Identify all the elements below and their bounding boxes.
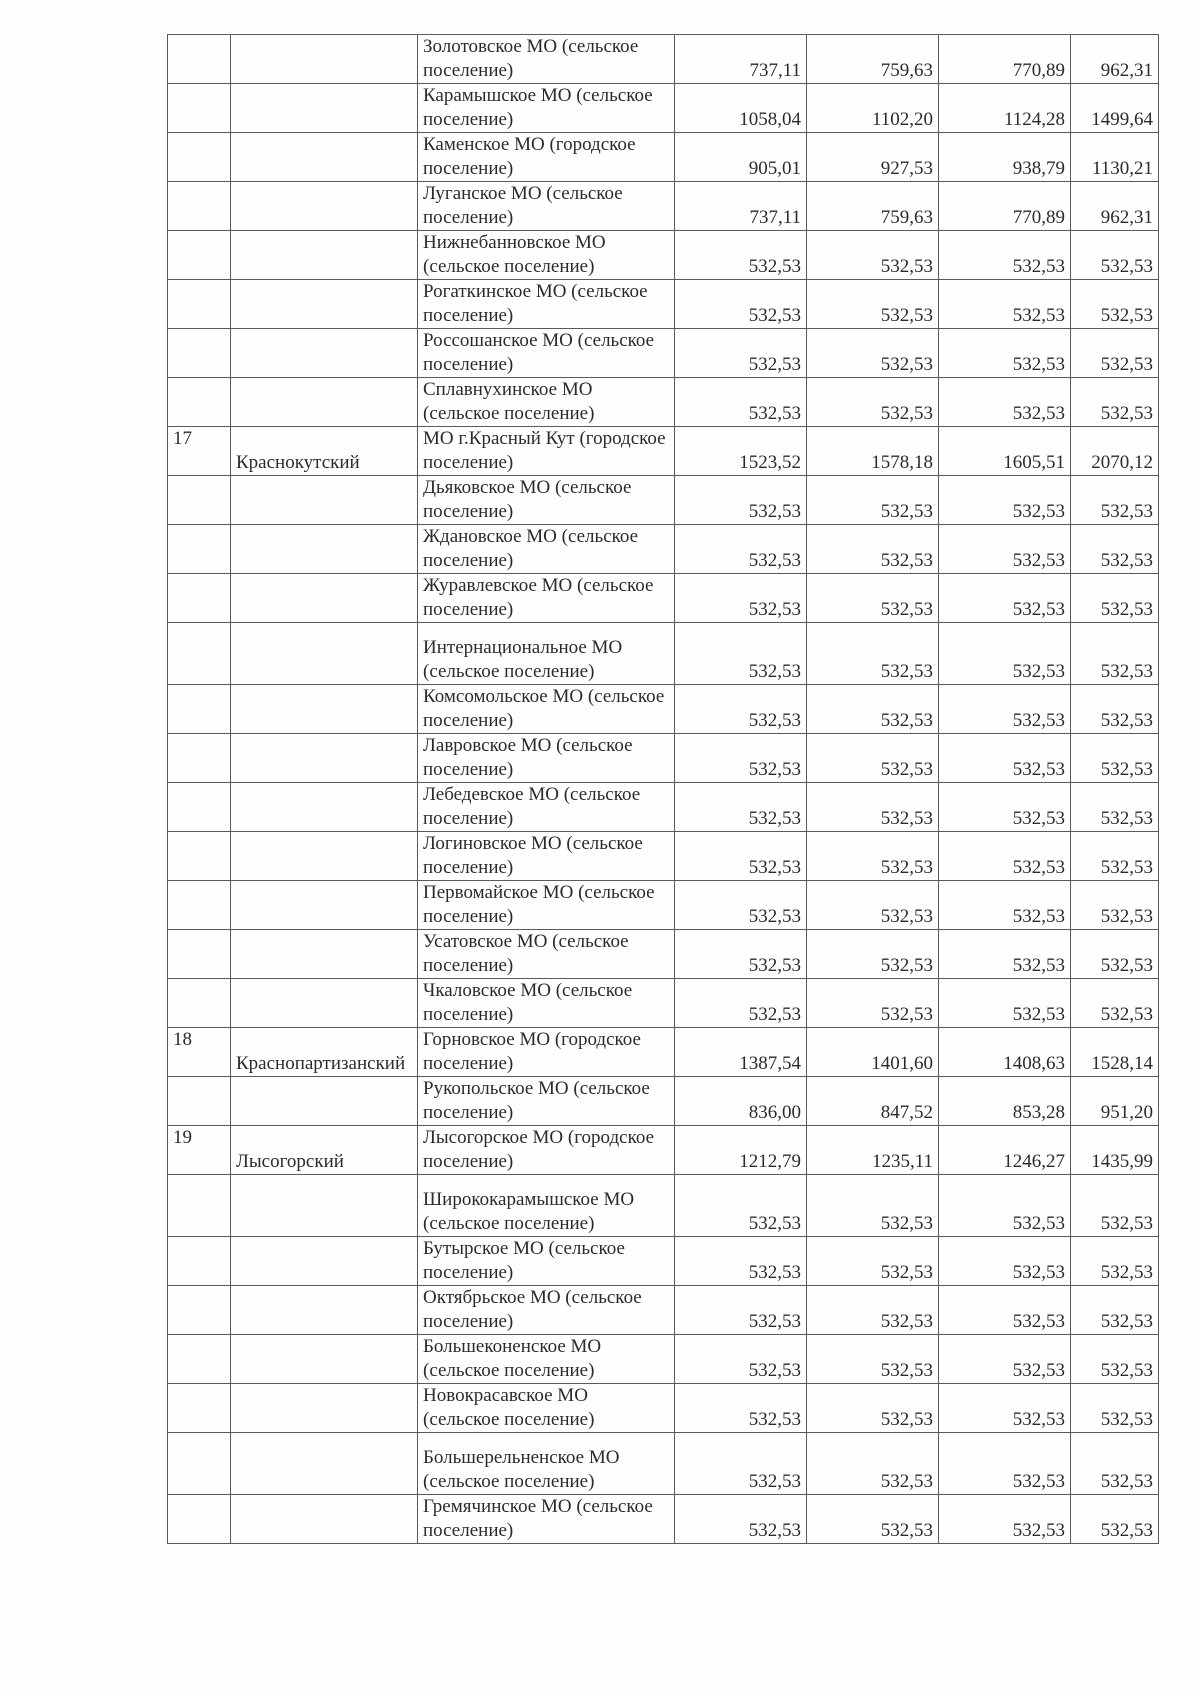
value-4-cell: 532,53 (1071, 783, 1159, 832)
value-3-cell: 532,53 (939, 378, 1071, 427)
municipality-name-cell: Ширококарамышское МО (сельское поселение) (418, 1175, 675, 1237)
municipality-name-cell: Лебедевское МО (сельское поселение) (418, 783, 675, 832)
value-2-cell: 1401,60 (807, 1028, 939, 1077)
value-2-cell: 532,53 (807, 832, 939, 881)
row-number-cell (168, 525, 231, 574)
value-4-cell: 532,53 (1071, 979, 1159, 1028)
municipality-name-cell: МО г.Красный Кут (городское поселение) (418, 427, 675, 476)
municipality-name-cell: Усатовское МО (сельское поселение) (418, 930, 675, 979)
district-cell (231, 1175, 418, 1237)
value-3-cell: 532,53 (939, 1237, 1071, 1286)
table-row (168, 1495, 1159, 1544)
row-number-cell (168, 930, 231, 979)
value-1-cell: 532,53 (675, 832, 807, 881)
value-2-cell: 532,53 (807, 1286, 939, 1335)
row-number-cell (168, 783, 231, 832)
table-row (168, 1126, 1159, 1175)
table-row (168, 930, 1159, 979)
value-3-cell: 532,53 (939, 930, 1071, 979)
value-2-cell: 927,53 (807, 133, 939, 182)
municipality-name-cell: Лысогорское МО (городское поселение) (418, 1126, 675, 1175)
municipality-name-cell: Интернациональное МО (сельское поселение) (418, 623, 675, 685)
value-3-cell: 770,89 (939, 35, 1071, 84)
value-3-cell: 532,53 (939, 832, 1071, 881)
table-row (168, 84, 1159, 133)
value-4-cell: 532,53 (1071, 280, 1159, 329)
value-2-cell: 532,53 (807, 1175, 939, 1237)
value-4-cell: 532,53 (1071, 1495, 1159, 1544)
row-number-cell (168, 1286, 231, 1335)
row-number-cell (168, 1237, 231, 1286)
district-cell (231, 783, 418, 832)
municipality-name-cell: Золотовское МО (сельское поселение) (418, 35, 675, 84)
value-2-cell: 847,52 (807, 1077, 939, 1126)
table-row (168, 832, 1159, 881)
table-row (168, 1286, 1159, 1335)
row-number-cell (168, 1175, 231, 1237)
district-cell (231, 133, 418, 182)
row-number-cell (168, 231, 231, 280)
value-4-cell: 1528,14 (1071, 1028, 1159, 1077)
table-row (168, 1077, 1159, 1126)
value-2-cell: 532,53 (807, 280, 939, 329)
value-3-cell: 532,53 (939, 1433, 1071, 1495)
value-4-cell: 1130,21 (1071, 133, 1159, 182)
value-3-cell: 532,53 (939, 734, 1071, 783)
value-3-cell: 532,53 (939, 525, 1071, 574)
value-2-cell: 532,53 (807, 783, 939, 832)
value-1-cell: 532,53 (675, 1495, 807, 1544)
table-row (168, 280, 1159, 329)
value-1-cell: 532,53 (675, 280, 807, 329)
table-row (168, 685, 1159, 734)
value-2-cell: 532,53 (807, 930, 939, 979)
value-2-cell: 532,53 (807, 1433, 939, 1495)
value-4-cell: 532,53 (1071, 685, 1159, 734)
table-row (168, 623, 1159, 685)
value-1-cell: 1212,79 (675, 1126, 807, 1175)
row-number-cell (168, 280, 231, 329)
value-3-cell: 770,89 (939, 182, 1071, 231)
value-1-cell: 737,11 (675, 182, 807, 231)
value-2-cell: 532,53 (807, 329, 939, 378)
district-cell (231, 1237, 418, 1286)
table-row (168, 734, 1159, 783)
table-row (168, 881, 1159, 930)
value-4-cell: 532,53 (1071, 1384, 1159, 1433)
district-cell (231, 685, 418, 734)
district-cell: Краснопартизанский (231, 1028, 418, 1077)
municipality-name-cell: Луганское МО (сельское поселение) (418, 182, 675, 231)
tariff-table-body (168, 35, 1159, 1544)
value-4-cell: 532,53 (1071, 476, 1159, 525)
municipality-name-cell: Дьяковское МО (сельское поселение) (418, 476, 675, 525)
municipality-name-cell: Большеконенское МО (сельское поселение) (418, 1335, 675, 1384)
value-3-cell: 532,53 (939, 231, 1071, 280)
row-number-cell (168, 1384, 231, 1433)
value-3-cell: 1246,27 (939, 1126, 1071, 1175)
row-number-cell (168, 133, 231, 182)
value-1-cell: 532,53 (675, 574, 807, 623)
value-4-cell: 532,53 (1071, 1175, 1159, 1237)
value-1-cell: 532,53 (675, 1335, 807, 1384)
district-cell (231, 1384, 418, 1433)
district-cell: Краснокутский (231, 427, 418, 476)
value-1-cell: 532,53 (675, 476, 807, 525)
municipality-name-cell: Чкаловское МО (сельское поселение) (418, 979, 675, 1028)
value-4-cell: 951,20 (1071, 1077, 1159, 1126)
value-3-cell: 532,53 (939, 1286, 1071, 1335)
district-cell: Лысогорский (231, 1126, 418, 1175)
district-cell (231, 378, 418, 427)
value-1-cell: 1058,04 (675, 84, 807, 133)
row-number-cell (168, 685, 231, 734)
value-1-cell: 532,53 (675, 783, 807, 832)
value-2-cell: 532,53 (807, 979, 939, 1028)
district-cell (231, 979, 418, 1028)
row-number-cell (168, 1495, 231, 1544)
value-1-cell: 532,53 (675, 525, 807, 574)
table-row (168, 1237, 1159, 1286)
value-1-cell: 905,01 (675, 133, 807, 182)
row-number-cell (168, 1433, 231, 1495)
value-4-cell: 962,31 (1071, 182, 1159, 231)
table-row (168, 1175, 1159, 1237)
value-2-cell: 532,53 (807, 378, 939, 427)
district-cell (231, 1495, 418, 1544)
row-number-cell (168, 734, 231, 783)
row-number-cell (168, 329, 231, 378)
value-3-cell: 532,53 (939, 783, 1071, 832)
municipality-name-cell: Карамышское МО (сельское поселение) (418, 84, 675, 133)
value-1-cell: 532,53 (675, 1237, 807, 1286)
district-cell (231, 574, 418, 623)
value-4-cell: 532,53 (1071, 832, 1159, 881)
district-cell (231, 525, 418, 574)
value-1-cell: 532,53 (675, 881, 807, 930)
value-4-cell: 1499,64 (1071, 84, 1159, 133)
table-row (168, 231, 1159, 280)
value-4-cell: 532,53 (1071, 574, 1159, 623)
value-3-cell: 532,53 (939, 574, 1071, 623)
value-1-cell: 532,53 (675, 231, 807, 280)
value-3-cell: 532,53 (939, 1384, 1071, 1433)
value-1-cell: 532,53 (675, 1433, 807, 1495)
value-3-cell: 532,53 (939, 881, 1071, 930)
value-4-cell: 532,53 (1071, 1433, 1159, 1495)
municipality-name-cell: Рогаткинское МО (сельское поселение) (418, 280, 675, 329)
value-3-cell: 532,53 (939, 1335, 1071, 1384)
value-2-cell: 1102,20 (807, 84, 939, 133)
tariff-table (167, 34, 1159, 1544)
district-cell (231, 476, 418, 525)
municipality-name-cell: Сплавнухинское МО (сельское поселение) (418, 378, 675, 427)
value-2-cell: 532,53 (807, 1384, 939, 1433)
value-3-cell: 1605,51 (939, 427, 1071, 476)
value-1-cell: 532,53 (675, 1175, 807, 1237)
value-2-cell: 532,53 (807, 685, 939, 734)
municipality-name-cell: Комсомольское МО (сельское поселение) (418, 685, 675, 734)
value-2-cell: 532,53 (807, 1237, 939, 1286)
value-4-cell: 532,53 (1071, 1335, 1159, 1384)
value-4-cell: 532,53 (1071, 623, 1159, 685)
municipality-name-cell: Ждановское МО (сельское поселение) (418, 525, 675, 574)
municipality-name-cell: Горновское МО (городское поселение) (418, 1028, 675, 1077)
value-4-cell: 532,53 (1071, 1237, 1159, 1286)
value-1-cell: 532,53 (675, 1384, 807, 1433)
municipality-name-cell: Журавлевское МО (сельское поселение) (418, 574, 675, 623)
row-number-cell: 18 (168, 1028, 231, 1077)
value-3-cell: 532,53 (939, 476, 1071, 525)
value-2-cell: 532,53 (807, 1335, 939, 1384)
value-2-cell: 532,53 (807, 476, 939, 525)
table-row (168, 378, 1159, 427)
municipality-name-cell: Россошанское МО (сельское поселение) (418, 329, 675, 378)
value-2-cell: 1578,18 (807, 427, 939, 476)
district-cell (231, 35, 418, 84)
value-4-cell: 532,53 (1071, 734, 1159, 783)
district-cell (231, 1335, 418, 1384)
value-4-cell: 962,31 (1071, 35, 1159, 84)
value-1-cell: 532,53 (675, 329, 807, 378)
value-3-cell: 853,28 (939, 1077, 1071, 1126)
value-2-cell: 532,53 (807, 881, 939, 930)
value-1-cell: 532,53 (675, 979, 807, 1028)
row-number-cell (168, 979, 231, 1028)
municipality-name-cell: Логиновское МО (сельское поселение) (418, 832, 675, 881)
value-3-cell: 1408,63 (939, 1028, 1071, 1077)
row-number-cell (168, 378, 231, 427)
table-row (168, 1335, 1159, 1384)
value-2-cell: 759,63 (807, 182, 939, 231)
district-cell (231, 1433, 418, 1495)
table-row (168, 979, 1159, 1028)
value-1-cell: 532,53 (675, 623, 807, 685)
municipality-name-cell: Рукопольское МО (сельское поселение) (418, 1077, 675, 1126)
row-number-cell (168, 182, 231, 231)
value-1-cell: 836,00 (675, 1077, 807, 1126)
municipality-name-cell: Новокрасавское МО (сельское поселение) (418, 1384, 675, 1433)
district-cell (231, 881, 418, 930)
value-2-cell: 1235,11 (807, 1126, 939, 1175)
row-number-cell (168, 84, 231, 133)
value-4-cell: 532,53 (1071, 329, 1159, 378)
row-number-cell (168, 1335, 231, 1384)
row-number-cell (168, 476, 231, 525)
district-cell (231, 1286, 418, 1335)
value-2-cell: 532,53 (807, 623, 939, 685)
district-cell (231, 832, 418, 881)
value-3-cell: 532,53 (939, 329, 1071, 378)
table-row (168, 35, 1159, 84)
row-number-cell (168, 1077, 231, 1126)
value-1-cell: 532,53 (675, 930, 807, 979)
value-3-cell: 532,53 (939, 280, 1071, 329)
value-4-cell: 532,53 (1071, 930, 1159, 979)
value-2-cell: 532,53 (807, 574, 939, 623)
table-row (168, 783, 1159, 832)
value-2-cell: 759,63 (807, 35, 939, 84)
district-cell (231, 623, 418, 685)
district-cell (231, 231, 418, 280)
value-4-cell: 532,53 (1071, 231, 1159, 280)
value-4-cell: 532,53 (1071, 378, 1159, 427)
value-1-cell: 1523,52 (675, 427, 807, 476)
municipality-name-cell: Каменское МО (городское поселение) (418, 133, 675, 182)
value-1-cell: 532,53 (675, 1286, 807, 1335)
district-cell (231, 1077, 418, 1126)
district-cell (231, 329, 418, 378)
municipality-name-cell: Октябрьское МО (сельское поселение) (418, 1286, 675, 1335)
table-row (168, 182, 1159, 231)
value-1-cell: 532,53 (675, 685, 807, 734)
district-cell (231, 280, 418, 329)
row-number-cell: 19 (168, 1126, 231, 1175)
municipality-name-cell: Большерельненское МО (сельское поселение) (418, 1433, 675, 1495)
value-2-cell: 532,53 (807, 525, 939, 574)
value-1-cell: 532,53 (675, 734, 807, 783)
value-3-cell: 532,53 (939, 1175, 1071, 1237)
value-4-cell: 532,53 (1071, 525, 1159, 574)
row-number-cell: 17 (168, 427, 231, 476)
value-3-cell: 532,53 (939, 623, 1071, 685)
table-row (168, 574, 1159, 623)
value-2-cell: 532,53 (807, 734, 939, 783)
value-2-cell: 532,53 (807, 1495, 939, 1544)
row-number-cell (168, 832, 231, 881)
row-number-cell (168, 35, 231, 84)
value-3-cell: 938,79 (939, 133, 1071, 182)
value-4-cell: 1435,99 (1071, 1126, 1159, 1175)
table-row (168, 133, 1159, 182)
municipality-name-cell: Нижнебанновское МО (сельское поселение) (418, 231, 675, 280)
value-4-cell: 532,53 (1071, 1286, 1159, 1335)
municipality-name-cell: Лавровское МО (сельское поселение) (418, 734, 675, 783)
table-row (168, 525, 1159, 574)
value-3-cell: 1124,28 (939, 84, 1071, 133)
district-cell (231, 182, 418, 231)
table-row (168, 1028, 1159, 1077)
value-4-cell: 532,53 (1071, 881, 1159, 930)
table-row (168, 1384, 1159, 1433)
municipality-name-cell: Первомайское МО (сельское поселение) (418, 881, 675, 930)
district-cell (231, 930, 418, 979)
value-1-cell: 532,53 (675, 378, 807, 427)
value-3-cell: 532,53 (939, 685, 1071, 734)
table-row (168, 1433, 1159, 1495)
row-number-cell (168, 881, 231, 930)
row-number-cell (168, 623, 231, 685)
value-3-cell: 532,53 (939, 1495, 1071, 1544)
municipality-name-cell: Бутырское МО (сельское поселение) (418, 1237, 675, 1286)
value-1-cell: 1387,54 (675, 1028, 807, 1077)
municipality-name-cell: Гремячинское МО (сельское поселение) (418, 1495, 675, 1544)
value-4-cell: 2070,12 (1071, 427, 1159, 476)
table-row (168, 329, 1159, 378)
table-row (168, 427, 1159, 476)
value-3-cell: 532,53 (939, 979, 1071, 1028)
value-2-cell: 532,53 (807, 231, 939, 280)
district-cell (231, 734, 418, 783)
table-row (168, 476, 1159, 525)
value-1-cell: 737,11 (675, 35, 807, 84)
district-cell (231, 84, 418, 133)
row-number-cell (168, 574, 231, 623)
